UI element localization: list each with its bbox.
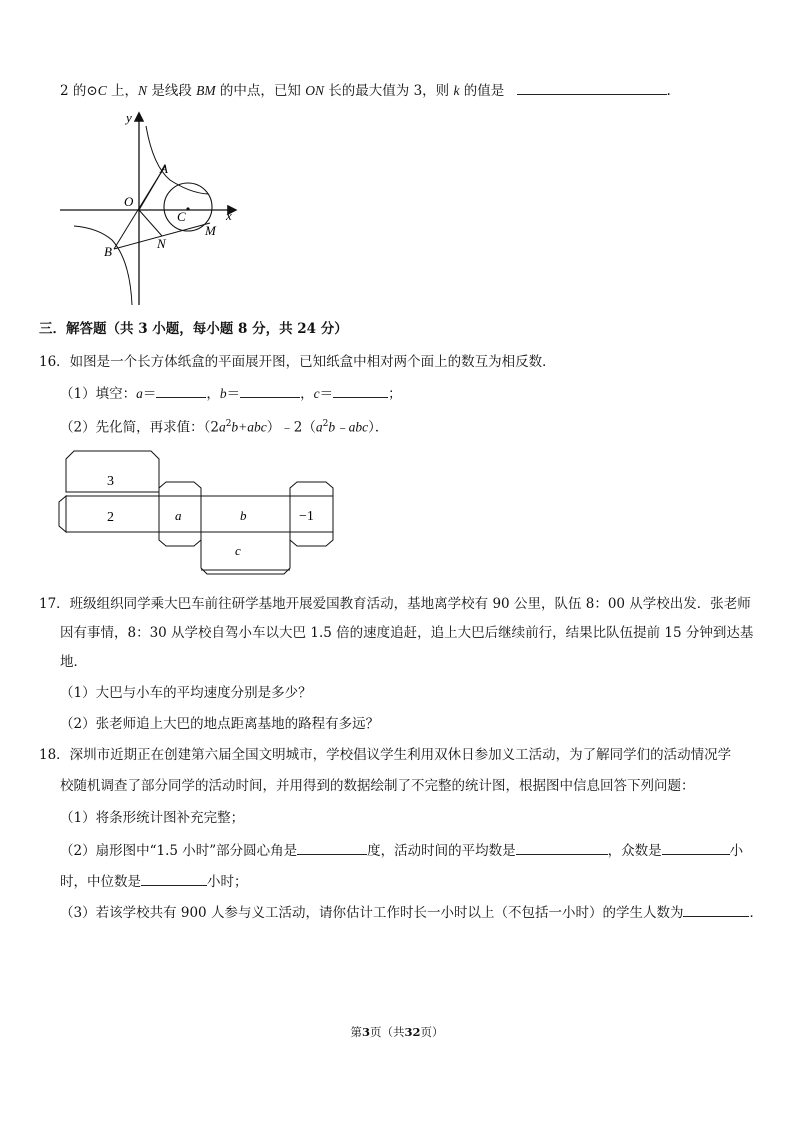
section-heading [39, 319, 348, 339]
q16-p1-label: （1）填空： [60, 386, 137, 402]
q15-period: . [666, 83, 671, 99]
q16-box-net-figure [54, 444, 344, 579]
q17-part2 [60, 714, 379, 734]
q16-exponent: 2 [225, 419, 232, 429]
label-a: A [160, 161, 168, 176]
segment-on [139, 210, 162, 236]
net-face-c [201, 532, 290, 574]
q18-text: 18．深圳市近期正在创建第六届全国文明城市，学校倡议学生利用双休日参加义工活动，为了解同学们的活动情况学 [39, 747, 732, 763]
q17-line-2 [60, 623, 753, 643]
net-label-2: 2 [107, 510, 114, 525]
q16-p2-text: （2）先化简，再求值：（2 [60, 419, 219, 436]
q18-part3 [60, 902, 763, 923]
q18-p2-text: 小 [729, 843, 744, 859]
q15-text: 是线段 [147, 83, 197, 99]
footer-text: 第 [350, 1025, 362, 1039]
label-x: x [226, 208, 232, 223]
q17-text: 地． [60, 654, 87, 670]
q16-blank-a[interactable] [156, 383, 206, 398]
q16-stem-text: 16．如图是一个长方体纸盒的平面展开图，已知纸盒中相对两个面上的数互为相反数． [39, 354, 556, 370]
q16-part2 [60, 414, 388, 438]
point-c [186, 207, 189, 210]
q17-p2-text: （2）张老师追上大巴的地点距离基地的路程有多远？ [60, 716, 380, 732]
net-label-b: b [240, 508, 247, 523]
label-c: C [177, 209, 186, 224]
q18-p2-text: 时，中位数是 [60, 874, 141, 890]
q16-var-b: b [219, 386, 227, 401]
q16-blank-c[interactable] [333, 383, 388, 398]
q16-blank-b[interactable] [240, 383, 300, 398]
q16-var-a: a [315, 419, 323, 435]
net-label-3: 3 [107, 474, 114, 489]
q17-text: 因有事情，8：30 从学校自驾小车以大巴 1.5 倍的速度追赶，追上大巴后继续前行，结果比队伍提前 15 分钟到达基 [60, 625, 754, 641]
net-flap-neg1-top [290, 482, 333, 496]
section-heading-text: 三．解答题（共 3 小题，每小题 8 分，共 24 分） [39, 321, 348, 337]
q17-part1 [60, 683, 312, 703]
q18-p2-text: ，众数是 [607, 843, 662, 859]
q15-text: 的中点，已知 [215, 83, 306, 99]
q18-line-1 [39, 745, 731, 765]
net-label-a: a [175, 508, 182, 523]
q15-var-on: ON [305, 83, 324, 98]
q18-p2-text: 度，活动时间的平均数是 [367, 843, 516, 859]
q18-part1 [60, 808, 244, 828]
q17-line-1 [39, 594, 751, 614]
q16-eq: ＝ [226, 386, 241, 402]
q15-text: 长的最大值为 3，则 [323, 83, 454, 99]
q18-blank-angle[interactable] [297, 840, 367, 855]
footer-total-pages: 32 [404, 1025, 421, 1039]
footer-text: 页） [420, 1025, 444, 1039]
q16-eq: ＝ [142, 386, 157, 402]
q16-part1 [60, 383, 402, 404]
net-left-flap [59, 496, 66, 532]
q17-text: 17．班级组织同学乘大巴车前往研学基地开展爱国教育活动，基地离学校有 90 公里，队伍 8：00 从学校出发．张老师 [39, 596, 751, 612]
q16-var-a: a [136, 386, 143, 401]
q18-blank-median[interactable] [141, 871, 207, 886]
label-n: N [157, 236, 166, 251]
q15-var-bm: BM [196, 83, 216, 98]
q16-comma: ， [300, 386, 314, 402]
q16-p2-term: b﹣abc [328, 419, 369, 435]
q16-comma: ， [206, 386, 220, 402]
hyperbola-branch-2 [74, 226, 132, 305]
q18-p2-text: 小时； [207, 874, 248, 890]
q17-p1-text: （1）大巴与小车的平均速度分别是多少？ [60, 685, 312, 701]
q18-line-2 [60, 776, 695, 796]
label-y: y [126, 110, 132, 125]
q16-eq: ＝ [319, 386, 334, 402]
q15-var-c: C [97, 83, 107, 98]
q18-blank-mean[interactable] [516, 840, 608, 855]
q18-p2-text: （2）扇形图中“1.5 小时”部分圆心角是 [60, 843, 298, 859]
q18-p3-text: （3）若该学校共有 900 人参与义工活动，请你估计工作时长一小时以上（不包括一小时）的学生人数为 [60, 905, 684, 921]
q15-var-n: N [138, 83, 148, 98]
q18-blank-mode[interactable] [662, 840, 730, 855]
q18-blank-count[interactable] [683, 902, 749, 917]
footer-text: 页（共 [370, 1025, 405, 1039]
q15-line [60, 80, 671, 101]
q15-text: 的值是 [459, 83, 505, 99]
net-flap-neg1-bottom [290, 532, 333, 546]
net-label-c: c [235, 543, 241, 558]
net-label-neg1: −1 [299, 509, 314, 524]
hyperbola-branch-1 [146, 126, 208, 194]
page-footer [0, 1024, 794, 1040]
q16-p2-term: b+abc [231, 419, 267, 435]
q16-p2-text: ）． [368, 419, 389, 436]
q16-var-c: c [313, 386, 320, 401]
q18-text: 校随机调查了部分同学的活动时间，并用得到的数据绘制了不完整的统计图，根据图中信息回答下列问题： [60, 778, 695, 794]
q15-text: 上， [106, 83, 139, 99]
q18-p3-period: ． [749, 905, 763, 921]
label-o: O [124, 194, 134, 209]
q16-var-a: a [218, 419, 226, 435]
q17-line-3 [60, 652, 87, 672]
footer-page-number: 3 [361, 1025, 370, 1039]
label-b: B [104, 244, 112, 259]
q16-p2-text: ）﹣2（ [266, 419, 316, 436]
label-m: M [205, 223, 216, 238]
q18-part2-cont [60, 871, 248, 892]
q15-coordinate-figure [50, 108, 250, 313]
net-flap-a-top [159, 482, 201, 496]
q16-stem [39, 352, 556, 372]
q15-answer-blank[interactable] [517, 80, 667, 95]
q16-exponent: 2 [322, 419, 329, 429]
q16-semi: ； [388, 386, 402, 402]
q18-p1-text: （1）将条形统计图补充完整； [60, 810, 245, 826]
q18-part2 [60, 840, 743, 861]
q15-text: 2 的⊙ [60, 83, 98, 99]
q15-var-k: k [453, 83, 460, 98]
net-flap-a-bottom [159, 532, 201, 546]
